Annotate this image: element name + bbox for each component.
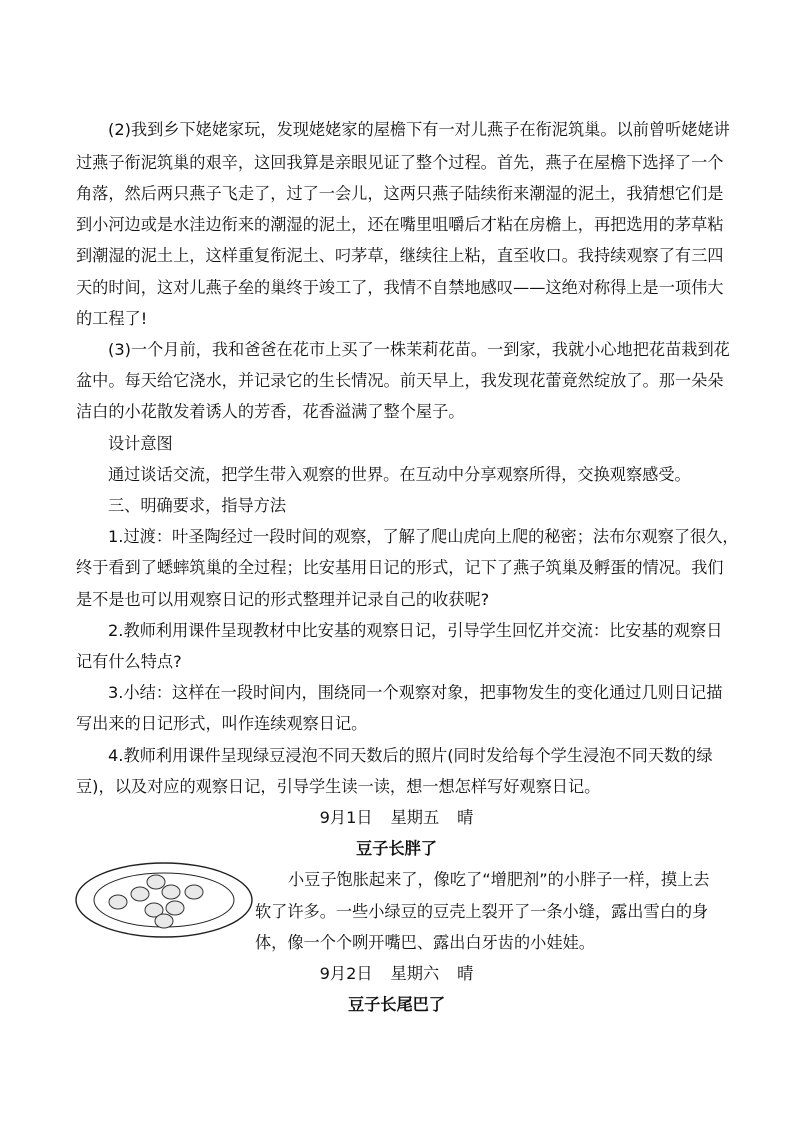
diary1-line-3: 体，像一个个咧开嘴巴、露出白牙齿的小娃娃。	[255, 933, 595, 952]
para2-line-2: 过燕子衔泥筑巢的艰辛，这回我算是亲眼见证了整个过程。首先，燕子在屋檐下选择了一个	[76, 153, 724, 172]
diary1-date: 9月1日	[319, 808, 373, 827]
para2-line-7: 的工程了!	[76, 309, 148, 328]
diary1-weekday: 星期五	[390, 808, 440, 827]
para2-line-6: 天的时间，这对儿燕子垒的巢终于竣工了，我情不自禁地感叹——这绝对称得上是一项伟大	[76, 278, 724, 297]
diary1-weather: 晴	[457, 808, 474, 827]
item1-line-1: 1.过渡：叶圣陶经过一段时间的观察，了解了爬山虎向上爬的秘密；法布尔观察了很久，	[108, 527, 739, 546]
diary2-date: 9月2日	[319, 964, 373, 983]
diary2-title: 豆子长尾巴了	[347, 995, 446, 1014]
item2-line-1: 2.教师利用课件呈现教材中比安基的观察日记，引导学生回忆并交流：比安基的观察日	[108, 621, 723, 640]
diary1-line-1: 小豆子饱胀起来了，像吃了“增肥剂”的小胖子一样，摸上去	[288, 870, 710, 889]
item3-line-1: 3.小结：这样在一段时间内，围绕同一个观察对象，把事物发生的变化通过几则日记描	[108, 683, 723, 702]
bean-plate-illustration	[74, 860, 254, 940]
item3-line-2: 写出来的日记形式，叫作连续观察日记。	[76, 714, 368, 733]
diary2-dateline	[0, 963, 793, 985]
diary2-weekday: 星期六	[390, 964, 440, 983]
item1-line-2: 终于看到了蟋蟀筑巢的全过程；比安基用日记的形式，记下了燕子筑巢及孵蛋的情况。我们	[76, 558, 724, 577]
para2-line-4: 到小河边或是水洼边衔来的潮湿的泥土，还在嘴里咀嚼后才粘在房檐上，再把选用的茅草粘	[76, 215, 724, 234]
para3-line-1: (3)一个月前，我和爸爸在花市上买了一株茉莉花苗。一到家，我就小心地把花苗栽到花	[108, 340, 730, 359]
diary1-line-2: 软了许多。一些小绿豆的豆壳上裂开了一条小缝，露出雪白的身	[255, 902, 709, 921]
diary2-weather: 晴	[457, 964, 474, 983]
para3-line-2: 盆中。每天给它浇水，并记录它的生长情况。前天早上，我发现花蕾竟然绽放了。那一朵朵	[76, 371, 724, 390]
diary1-dateline	[0, 807, 793, 829]
design-intent-heading: 设计意图	[108, 434, 173, 453]
item4-line-1: 4.教师利用课件呈现绿豆浸泡不同天数后的照片(同时发给每个学生浸泡不同天数的绿	[108, 746, 713, 765]
design-intent-text: 通过谈话交流，把学生带入观察的世界。在互动中分享观察所得，交换观察感受。	[108, 465, 691, 484]
para2-line-1: (2)我到乡下姥姥家玩，发现姥姥家的屋檐下有一对儿燕子在衔泥筑巢。以前曾听姥姥讲	[108, 120, 730, 139]
section3-heading: 三、明确要求，指导方法	[108, 496, 287, 515]
para2-line-5: 到潮湿的泥土上，这样重复衔泥土、叼茅草，继续往上粘，直至收口。我持续观察了有三四	[76, 246, 724, 265]
para2-line-3: 角落，然后两只燕子飞走了，过了一会儿，这两只燕子陆续衔来潮湿的泥土，我猜想它们是	[76, 184, 724, 203]
item2-line-2: 记有什么特点?	[76, 652, 182, 671]
item1-line-3: 是不是也可以用观察日记的形式整理并记录自己的收获呢?	[76, 590, 490, 609]
diary1-title: 豆子长胖了	[356, 839, 437, 858]
item4-line-2: 豆)，以及对应的观察日记，引导学生读一读，想一想怎样写好观察日记。	[76, 777, 601, 796]
para3-line-3: 洁白的小花散发着诱人的芳香，花香溢满了整个屋子。	[76, 402, 465, 421]
